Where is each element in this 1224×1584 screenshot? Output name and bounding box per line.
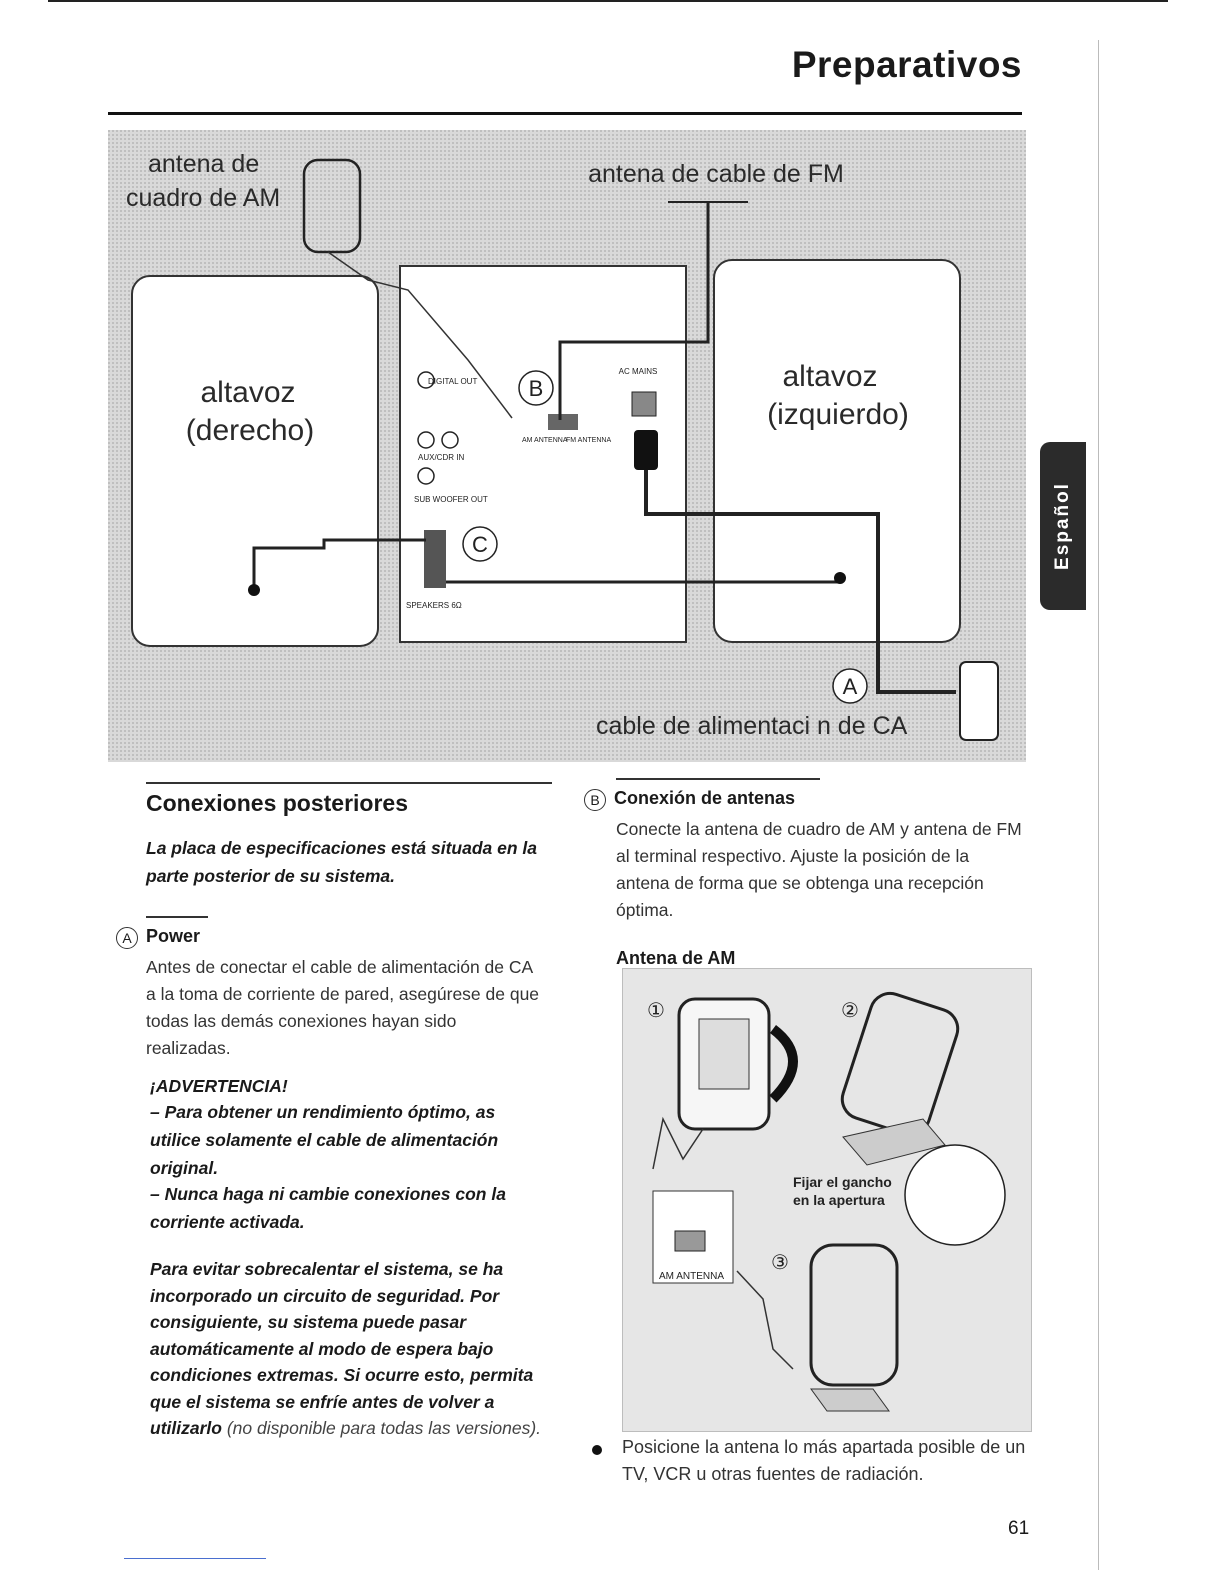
speaker-terminals bbox=[424, 530, 446, 588]
power-rule bbox=[146, 916, 208, 918]
am-rotate-arrow bbox=[773, 1029, 793, 1099]
am-base-step3 bbox=[811, 1389, 889, 1411]
warning-item-1: – Para obtener un rendimiento óptimo, as utilice solamente el cable de alimentación original. bbox=[150, 1102, 499, 1178]
page-title: Preparativos bbox=[791, 44, 1022, 85]
panel-speakers: SPEAKERS 6Ω bbox=[406, 601, 462, 610]
language-tab-label: Español bbox=[1052, 482, 1073, 570]
am-antenna-label-1: antena de bbox=[148, 150, 260, 178]
speaker-right-label-1: altavoz bbox=[200, 376, 296, 409]
safety-paragraph bbox=[150, 1256, 548, 1442]
am-antenna-label-2: cuadro de AM bbox=[126, 184, 281, 212]
am-loop-step3 bbox=[811, 1245, 897, 1385]
page-edge-line bbox=[1098, 40, 1099, 1570]
hook-label-2: en la apertura bbox=[793, 1192, 885, 1208]
am-step-3: ③ bbox=[771, 1252, 789, 1274]
safety-note: (no disponible para todas las versiones). bbox=[226, 1418, 542, 1438]
am-antenna-figure bbox=[622, 968, 1032, 1432]
page-number: 61 bbox=[1008, 1518, 1030, 1539]
marker-c-label: C bbox=[472, 532, 488, 557]
speaker-right-wire-end bbox=[248, 584, 260, 596]
bullet-dot bbox=[592, 1445, 602, 1455]
section-rule-right bbox=[616, 778, 820, 780]
panel-ac-mains: AC MAINS bbox=[618, 367, 658, 376]
am-terminal-socket bbox=[675, 1231, 705, 1251]
top-rule bbox=[48, 0, 1168, 2]
power-marker: A bbox=[116, 927, 138, 949]
panel-fm-antenna: FM ANTENNA bbox=[566, 437, 612, 444]
power-plug bbox=[634, 430, 658, 470]
speaker-left-box bbox=[714, 260, 960, 642]
power-body: Antes de conectar el cable de alimentación de CA a la toma de corriente de pared, asegúrese de que todas las demás conexiones hayan sido realizadas. bbox=[146, 957, 540, 1058]
section-rule-left bbox=[146, 782, 552, 784]
marker-a-label: A bbox=[842, 674, 858, 699]
antennas-body: Conecte la antena de cuadro de AM y antena de FM al terminal respectivo. Ajuste la posición de la antena de forma que se obtenga una recepción óptima. bbox=[616, 819, 1022, 920]
am-antenna-illustration bbox=[623, 969, 1031, 1431]
power-title: Power bbox=[146, 926, 201, 946]
bullet-text: Posicione la antena lo más apartada posible de un TV, VCR u otras fuentes de radiación. bbox=[622, 1437, 1026, 1484]
ac-mains-socket bbox=[632, 392, 656, 416]
hook-detail-circle bbox=[905, 1145, 1005, 1245]
am-stand-step1 bbox=[699, 1019, 749, 1089]
section-heading-conexiones: Conexiones posteriores bbox=[146, 790, 409, 816]
am-step-1: ① bbox=[647, 1000, 665, 1022]
language-tab bbox=[1040, 442, 1086, 610]
am-step-2: ② bbox=[841, 1000, 859, 1022]
antennas-title: Conexión de antenas bbox=[614, 788, 796, 808]
speaker-left-label-1: altavoz bbox=[782, 360, 878, 393]
panel-sub-woofer-out: SUB WOOFER OUT bbox=[414, 495, 488, 504]
panel-digital-out: DIGITAL OUT bbox=[428, 377, 478, 386]
hook-label-1: Fijar el gancho bbox=[793, 1174, 892, 1190]
speaker-right-label-2: (derecho) bbox=[185, 414, 315, 447]
wall-outlet bbox=[960, 662, 998, 740]
warning-title: ¡ADVERTENCIA! bbox=[150, 1076, 288, 1096]
marker-b-label: B bbox=[528, 376, 544, 401]
am-terminal-label: AM ANTENNA bbox=[659, 1271, 725, 1282]
bottom-link-line bbox=[124, 1558, 266, 1559]
title-rule bbox=[108, 112, 1022, 115]
power-cable-label: cable de alimentaci n de CA bbox=[596, 712, 908, 740]
warning-item-2: – Nunca haga ni cambie conexiones con la corriente activada. bbox=[150, 1184, 506, 1232]
intro-text: La placa de especificaciones está situada en la parte posterior de su sistema. bbox=[146, 838, 538, 886]
speaker-left-wire-end bbox=[834, 572, 846, 584]
panel-am-antenna: AM ANTENNA bbox=[522, 437, 568, 444]
power-heading bbox=[116, 926, 200, 949]
antenna-terminals bbox=[548, 414, 578, 430]
antennas-heading bbox=[584, 788, 795, 811]
connection-diagram bbox=[108, 130, 1026, 762]
antennas-marker: B bbox=[584, 789, 606, 811]
am-antenna-title: Antena de AM bbox=[616, 948, 736, 968]
speaker-left-label-2: (izquierdo) bbox=[767, 398, 909, 431]
fm-antenna-label: antena de cable de FM bbox=[588, 160, 844, 188]
panel-aux-cdr-in: AUX/CDR IN bbox=[418, 453, 465, 462]
safety-text: Para evitar sobrecalentar el sistema, se ha incorporado un circuito de seguridad. Por consiguiente, su sistema puede pasar automáticamente al modo de espera bajo condiciones extremas. Si ocurre esto, permita que el sistema se enfríe antes de volver a utilizarlo bbox=[150, 1259, 534, 1438]
am-wire-step3 bbox=[737, 1271, 793, 1369]
